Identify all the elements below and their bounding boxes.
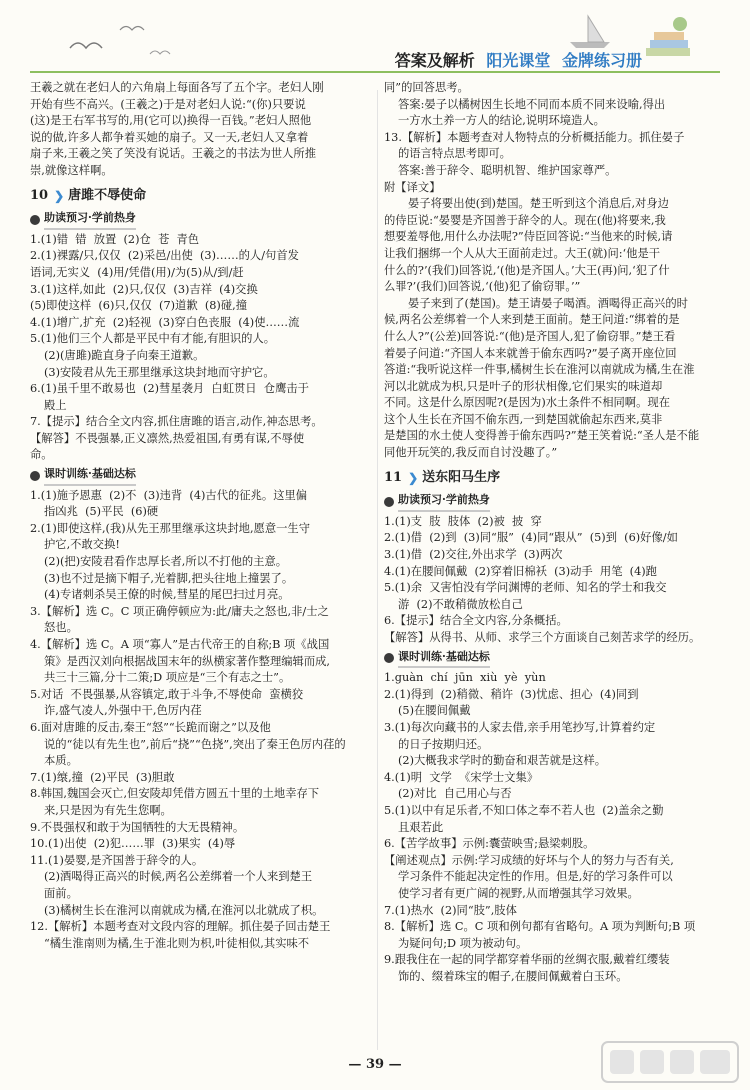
- section-label: 课时训练·基础达标: [44, 466, 136, 486]
- text-line: (4)专诸刺杀吴王僚的时候,彗星的尾巴扫过月亮。: [44, 588, 290, 602]
- text-line: 共三十三篇,分十二策;D 项应是“三个有志之士”。: [44, 671, 291, 685]
- text-line: 的侍臣说:“晏婴是齐国善于辞令的人。现在(他)将要来,我: [384, 213, 666, 227]
- text-line: 12.【解析】本题考查对文段内容的理解。抓住晏子回击楚王: [30, 920, 331, 934]
- text-line: 6.【苦学故事】示例:囊萤映雪;悬梁刺股。: [384, 837, 595, 851]
- text-line: 2.(1)裸露/只,仅仅 (2)采邑/出使 (3)……的人/句首发: [30, 249, 299, 263]
- page-header: [0, 0, 750, 78]
- text-line: 【解答】从得书、从师、求学三个方面谈自己刻苦求学的经历。: [384, 631, 701, 644]
- text-line: 4.(1)在腰间佩戴 (2)穿着旧棉袄 (3)动手 用笔 (4)跑: [384, 564, 657, 578]
- lesson-heading: [384, 470, 722, 487]
- text-line: 10.(1)出使 (2)犯……罪 (3)果实 (4)辱: [30, 837, 236, 851]
- text-line: 诈,盛气凌人,外强中干,色厉内荏: [44, 704, 202, 718]
- text-line: 5.对话 不畏强暴,从容镇定,敢于斗争,不辱使命 蛮横狡: [30, 687, 304, 701]
- sailboat-decoration-icon: [560, 12, 620, 52]
- text-line: 崇,就像这样啊。: [30, 163, 113, 177]
- text-line: 且艰若此: [398, 820, 444, 834]
- section-heading: [384, 649, 722, 669]
- section-label: 课时训练·基础达标: [398, 649, 490, 669]
- text-line: 8.韩国,魏国会灭亡,但安陵却凭借方圆五十里的土地幸存下: [30, 787, 320, 801]
- header-title: [395, 48, 642, 71]
- book-stack-decoration-icon: [640, 14, 700, 74]
- text-line: 的语言特点思考即可。: [398, 147, 511, 161]
- section-label: 助读预习·学前热身: [44, 210, 136, 230]
- watermark-logo-icon: [600, 1040, 740, 1084]
- text-line: 附【译文】: [384, 180, 441, 194]
- section-bullet-icon: [384, 497, 394, 507]
- text-line: 2.(1)借 (2)到 (3)同“服” (4)同“跟从” (5)到 (6)好像/如: [384, 531, 678, 545]
- text-line: 1.(1)支 肢 肢体 (2)被 披 穿: [384, 514, 542, 528]
- section-bullet-icon: [30, 215, 40, 225]
- header-book: 金牌练习册: [561, 51, 642, 70]
- text-line: 是楚国的水土使人变得善于偷东西吗?”楚王笑着说:“圣人是不能: [384, 429, 700, 443]
- header-series: 阳光课堂: [486, 51, 551, 70]
- text-line: 4.(1)增广,扩充 (2)轻视 (3)穿白色丧服 (4)使……流: [30, 315, 300, 329]
- text-line: 3.(1)这样,如此 (2)只,仅仅 (3)吉祥 (4)交换: [30, 282, 258, 296]
- text-line: 候,两名公差绑着一个人来到楚王面前。楚王问道:“绑着的是: [384, 313, 680, 327]
- text-line: 7.(1)缞,撞 (2)平民 (3)胆敢: [30, 770, 175, 784]
- text-line: 2.(1)得到 (2)稍微、稍许 (3)忧虑、担心 (4)同到: [384, 687, 639, 701]
- text-line: 面前。: [44, 886, 78, 900]
- text-line: 4.【解析】选 C。A 项“寡人”是古代帝王的自称;B 项《战国: [30, 638, 330, 651]
- header-answers: 答案及解析: [394, 51, 475, 70]
- header-divider: [30, 71, 720, 73]
- text-line: 的日子按期归还。: [398, 737, 489, 751]
- page-number: — 39 —: [348, 1057, 402, 1072]
- text-line: 说的做,许多人都争着买她的扇子。又一天,老妇人又拿着: [30, 130, 309, 144]
- text-line: 1.(1)施予恩惠 (2)不 (3)违背 (4)古代的征兆。这里偏: [30, 488, 308, 502]
- lesson-title: 唐雎不辱使命: [68, 187, 147, 203]
- text-line: 7.(1)热水 (2)同“肢”,肢体: [384, 903, 517, 917]
- text-line: 5.(1)以中有足乐者,不知口体之奉不若人也 (2)盖余之勤: [384, 803, 664, 817]
- chevron-right-icon: ❯: [54, 188, 65, 203]
- text-line: 1.guàn chí jūn xiù yè yùn: [384, 671, 546, 685]
- text-line: (2)大概我求学时的勤奋和艰苦就是这样。: [398, 754, 607, 768]
- section-heading: [30, 210, 370, 230]
- text-line: 语词,无实义 (4)用/凭借(用)/为(5)从/到/赶: [30, 265, 244, 279]
- text-line: (这)是王右军书写的,用(它可以)换得一百钱。”老妇人照他: [30, 114, 312, 128]
- text-line: 8.【解析】选 C。C 项和例句都有省略句。A 项为判断句;B 项: [384, 920, 696, 934]
- section-bullet-icon: [384, 653, 394, 663]
- text-line: (3)橘树生长在淮河以南就成为橘,在淮河以北就成了枳。: [44, 903, 324, 917]
- text-line: 3.【解析】选 C。C 项正确停顿应为:此/庸夫之怒也,非/士之: [30, 604, 329, 618]
- text-line: 答案:晏子以橘树因生长地不同而本质不同来设喻,得出: [398, 97, 666, 111]
- text-line: 6.(1)虽千里不敢易也 (2)彗星袭月 白虹贯日 仓鹰击于: [30, 382, 309, 396]
- text-line: (5)即使这样 (6)只,仅仅 (7)道歉 (8)碰,撞: [30, 299, 248, 313]
- text-line: 答案:善于辞令、聪明机智、维护国家尊严。: [398, 163, 617, 177]
- text-line: 5.(1)余 又害怕没有学问渊博的老师、知名的学士和我交: [384, 581, 667, 595]
- text-line: (5)在腰间佩戴: [398, 704, 471, 718]
- text-line: 2.(1)即使这样,(我)从先王那里继承这块封地,愿意一生守: [30, 521, 311, 535]
- text-line: 同”的回答思考。: [384, 81, 469, 94]
- text-line: 开始有些不高兴。(王羲之)于是对老妇人说:“(你)只要说: [30, 97, 306, 111]
- chevron-right-icon: ❯: [408, 470, 419, 485]
- lesson-number: 11: [384, 469, 403, 485]
- text-line: 为疑问句;D 项为被动句。: [398, 936, 528, 950]
- text-line: (2)酒喝得正高兴的时候,两名公差绑着一个人来到楚王: [44, 870, 313, 884]
- text-line: 【阐述观点】示例:学习成绩的好坏与个人的努力与否有关,: [384, 853, 674, 867]
- text-line: 不同。这是什么原因呢?(是因为)水土条件不相同啊。现在: [384, 396, 670, 410]
- text-line: 殿上: [44, 398, 67, 412]
- left-column: [30, 80, 370, 952]
- lesson-title: 送东阳马生序: [422, 469, 501, 485]
- text-line: 什么人?”(公差)回答说:“(他)是齐国人,犯了偷窃罪。”楚王看: [384, 329, 676, 343]
- text-line: 想要羞辱他,用什么办法呢?”侍臣回答说:“当他来的时候,请: [384, 230, 673, 244]
- text-line: 4.(1)明 文学 《宋学士文集》: [384, 770, 539, 784]
- birds-decoration-icon: [60, 8, 180, 68]
- text-line: 说的“徒以有先生也”,前后“挠”“色挠”,突出了秦王色厉内荏的: [44, 737, 346, 751]
- right-column: [384, 80, 722, 985]
- text-line: 9.跟我住在一起的同学都穿着华丽的丝绸衣服,戴着红缨装: [384, 953, 670, 967]
- text-line: 使学习者有更广阔的视野,从而增强其学习效果。: [398, 886, 639, 900]
- text-line: 怒也。: [44, 621, 78, 635]
- section-heading: [384, 492, 722, 512]
- text-line: (2)(把)安陵君看作忠厚长者,所以不打他的主意。: [44, 555, 288, 569]
- text-line: 7.【提示】结合全文内容,抓住唐雎的语言,动作,神态思考。: [30, 415, 323, 429]
- section-label: 助读预习·学前热身: [398, 492, 490, 512]
- text-line: 6.面对唐雎的反击,秦王“怒”“长跪而谢之”以及他: [30, 720, 271, 734]
- text-line: (2)(唐雎)跪直身子向秦王道歉。: [44, 348, 205, 362]
- text-line: 着晏子问道:“齐国人本来就善于偷东西吗?”晏子离开座位回: [384, 346, 677, 360]
- text-line: 同他开玩笑的,我反而自讨没趣了。”: [384, 446, 558, 460]
- text-line: 3.(1)借 (2)交往,外出求学 (3)两次: [384, 548, 563, 562]
- column-divider: [377, 90, 378, 1050]
- text-line: (3)也不过是摘下帽子,光着脚,把头往地上撞罢了。: [44, 571, 294, 585]
- text-line: 5.(1)他们三个人都是平民中有才能,有胆识的人。: [30, 332, 276, 346]
- text-line: 3.(1)每次向藏书的人家去借,亲手用笔抄写,计算着约定: [384, 720, 656, 734]
- text-line: 命。: [30, 448, 53, 462]
- section-heading: [30, 466, 370, 486]
- text-line: (3)安陵君从先王那里继承这块封地而守护它。: [44, 365, 275, 379]
- text-line: 指凶兆 (5)平民 (6)硬: [44, 505, 159, 519]
- text-line: 饰的、缀着珠宝的帽子,在腰间佩戴着白玉环。: [398, 969, 628, 983]
- text-line: 晏子来到了(楚国)。楚王请晏子喝酒。酒喝得正高兴的时: [408, 296, 688, 310]
- text-line: 1.(1)错 错 放置 (2)仓 苍 青色: [30, 232, 200, 246]
- lesson-heading: [30, 188, 370, 205]
- text-line: 扇子来,王羲之笑了笑没有说话。王羲之的书法为世人所推: [30, 147, 317, 161]
- text-line: 13.【解析】本题考查对人物特点的分析概括能力。抓住晏子: [384, 130, 685, 144]
- text-line: “橘生淮南则为橘,生于淮北则为枳,叶徒相似,其实味不: [44, 936, 310, 950]
- text-line: 晏子将要出使(到)楚国。楚王听到这个消息后,对身边: [408, 197, 669, 211]
- text-line: 本质。: [44, 754, 78, 768]
- text-line: 让我们捆绑一个人从大王面前走过。大王(就)问:‘他是干: [384, 246, 661, 260]
- text-line: 王羲之就在老妇人的六角扇上每面各写了五个字。老妇人刚: [30, 81, 324, 94]
- text-line: 11.(1)晏婴,是齐国善于辞令的人。: [30, 853, 204, 867]
- text-line: 什么的?’(我们)回答说,‘(他)是齐国人。’大王(再)问,‘犯了什: [384, 263, 670, 277]
- text-line: 一方水土养一方人的结论,说明环境造人。: [398, 114, 605, 128]
- text-line: 么罪?’(我们)回答说,‘(他)犯了偷窃罪。’”: [384, 280, 581, 294]
- text-line: 策》是西汉刘向根据战国末年的纵横家著作整理编辑而成,: [44, 654, 331, 668]
- section-bullet-icon: [30, 471, 40, 481]
- text-line: 9.不畏强权和敢于为国牺牲的大无畏精神。: [30, 820, 245, 834]
- text-line: 护它,不敢交换!: [44, 538, 120, 552]
- text-line: 游 (2)不敢稍微放松自己: [398, 597, 523, 611]
- text-line: 河以北就成为枳,只是叶子的形状相像,它们果实的味道却: [384, 379, 663, 393]
- text-line: 【解答】不畏强暴,正义凛然,热爱祖国,有勇有谋,不辱使: [30, 431, 305, 445]
- text-line: (2)对比 自己用心与否: [398, 787, 512, 801]
- lesson-number: 10: [30, 187, 49, 203]
- text-line: 这个人生长在齐国不偷东西,一到楚国就偷起东西来,莫非: [384, 412, 663, 426]
- text-line: 答道:“我听说这样一件事,橘树生长在淮河以南就成为橘,生在淮: [384, 363, 695, 377]
- text-line: 6.【提示】结合全文内容,分条概括。: [384, 614, 568, 628]
- text-line: 学习条件不能起决定性的作用。但是,好的学习条件可以: [398, 870, 673, 884]
- text-line: 来,只是因为有先生您啊。: [44, 803, 172, 817]
